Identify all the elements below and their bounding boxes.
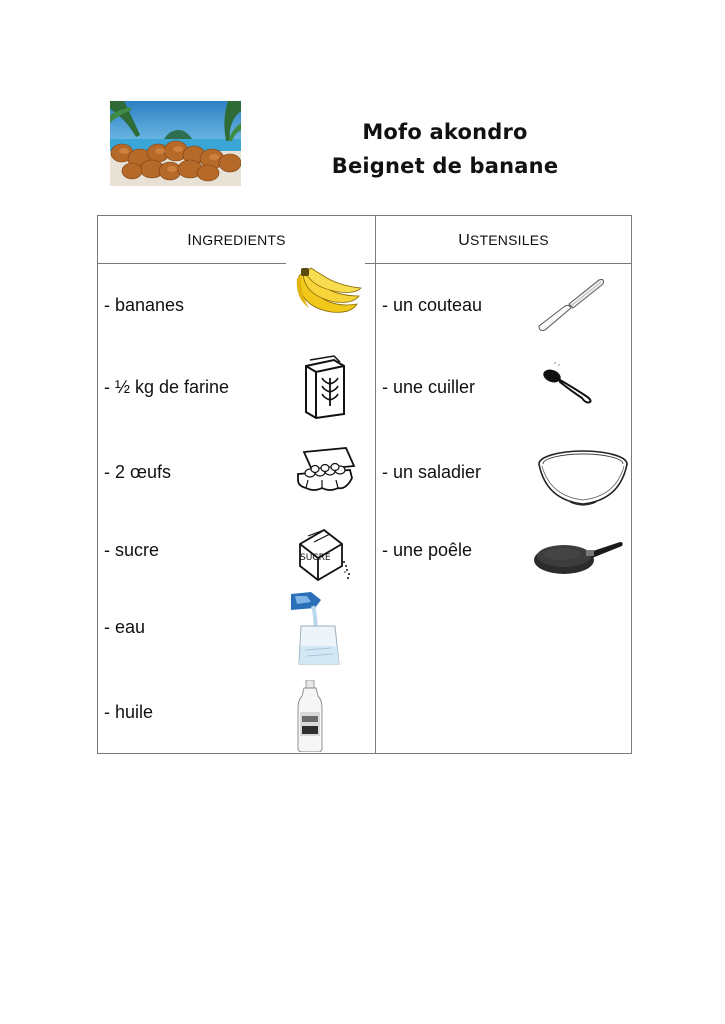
recipe-title-french: Beignet de banane bbox=[331, 154, 559, 178]
flour-bag-icon bbox=[300, 354, 350, 420]
ingredient-eggs: - 2 œufs bbox=[104, 462, 172, 482]
recipe-title-malagasy: Mofo akondro bbox=[362, 120, 528, 144]
salad-bowl-icon bbox=[536, 442, 630, 512]
ingredient-sugar: - sucre bbox=[104, 540, 160, 560]
header-divider-right bbox=[365, 263, 632, 264]
utensil-pan: - une poêle bbox=[382, 540, 473, 560]
ingredient-water: - eau bbox=[104, 617, 146, 637]
spoon-icon bbox=[540, 360, 596, 404]
oil-bottle-icon bbox=[296, 680, 324, 752]
utensil-spoon: - une cuiller bbox=[382, 377, 476, 397]
column-divider bbox=[375, 216, 376, 753]
egg-carton-icon bbox=[294, 444, 358, 496]
ingredients-header: INGREDIENTS bbox=[187, 232, 286, 249]
recipe-table bbox=[97, 215, 632, 754]
sugar-box-icon bbox=[296, 522, 358, 584]
header-divider-left bbox=[98, 263, 286, 264]
ingredient-oil: - huile bbox=[104, 702, 154, 722]
header-photo-fritters-beach bbox=[110, 101, 241, 186]
knife-icon bbox=[535, 276, 607, 332]
ustensiles-header: USTENSILES bbox=[458, 232, 549, 249]
ingredient-bananas: - bananes bbox=[104, 295, 185, 315]
banana-icon bbox=[291, 266, 363, 318]
utensil-bowl: - un saladier bbox=[382, 462, 482, 482]
water-pour-icon bbox=[291, 590, 345, 668]
frying-pan-icon bbox=[534, 536, 624, 578]
utensil-knife: - un couteau bbox=[382, 295, 483, 315]
sugar-box-label: SUCRE bbox=[300, 553, 331, 563]
ingredient-flour: - ½ kg de farine bbox=[104, 377, 230, 397]
